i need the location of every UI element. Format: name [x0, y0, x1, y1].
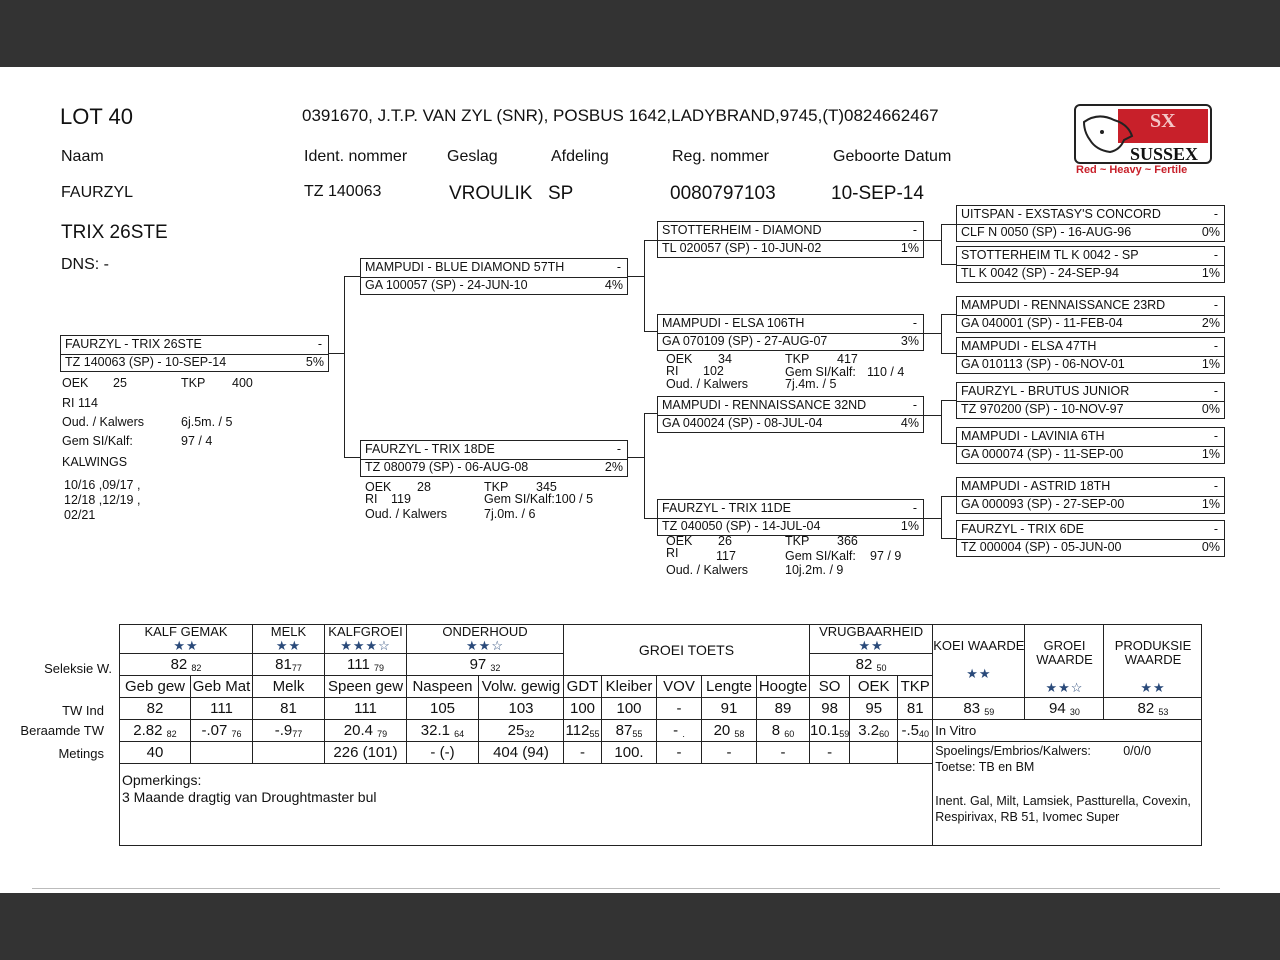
value-naam: FAURZYL [61, 184, 134, 201]
ggp-box-2 [956, 246, 1225, 283]
onderhoud-stars: ★★☆ [466, 638, 504, 653]
twind-cell: 111 [191, 698, 253, 720]
grandparent-1-pct: 1% [900, 241, 919, 255]
twind-cell: 82 [120, 698, 191, 720]
animal-name: TRIX 26STE [61, 222, 168, 243]
ggp-1-reg: CLF N 0050 (SP) - 16-AUG-96 [961, 225, 1132, 239]
ggp-6-pct: 1% [1201, 447, 1220, 461]
koei-waarde-header: KOEI WAARDE ★★ [933, 625, 1025, 698]
twind-cell: 95 [850, 698, 898, 720]
grandparent-3-reg: GA 040024 (SP) - 08-JUL-04 [662, 416, 823, 430]
beraamde-cell: -.07 $_{76}$ [191, 720, 253, 742]
sire-name: MAMPUDI - BLUE DIAMOND 57TH [365, 260, 565, 274]
sire-reg: GA 100057 (SP) - 24-JUN-10 [365, 278, 528, 292]
gp2-tkp-value: 417 [837, 352, 858, 366]
ggp-8-reg: TZ 000004 (SP) - 05-JUN-00 [961, 540, 1122, 554]
beraamde-row [120, 720, 1202, 742]
label-naam: Naam [61, 148, 104, 165]
logo-mark: SX [1150, 110, 1176, 132]
metings-cell [850, 742, 898, 764]
ggp-4-reg: GA 010113 (SP) - 06-NOV-01 [961, 357, 1125, 371]
twind-cell: 89 [757, 698, 810, 720]
ggp-6-reg: GA 000074 (SP) - 11-SEP-00 [961, 447, 1124, 461]
gp4-oud-value: 10j.2m. / 9 [785, 563, 844, 577]
beraamde-cell: - $_.$ [657, 720, 702, 742]
subject-oud-value: 6j.5m. / 5 [181, 415, 233, 429]
gp2-ri-label: RI [666, 364, 679, 378]
dam-box [360, 440, 628, 477]
logo-tagline: Red ~ Heavy ~ Fertile [1076, 164, 1188, 176]
gp2-ri-value: 102 [703, 364, 724, 378]
dam-tkp-value: 345 [536, 480, 557, 494]
twind-cell: 100 [602, 698, 657, 720]
label-geslag: Geslag [447, 148, 498, 165]
opmerkings-label: Opmerkings: [122, 772, 202, 788]
grandparent-3-name: MAMPUDI - RENNAISSANCE 32ND [662, 398, 867, 412]
beraamde-cell: $3.2_{60}$ [850, 720, 898, 742]
subject-ri: RI 114 [62, 396, 98, 410]
value-geboorte: 10-SEP-14 [831, 183, 924, 204]
beraamde-cell: $-.9_{77}$ [253, 720, 325, 742]
groei-waarde-value: 94 $_{30}$ [1025, 698, 1104, 720]
grandparent-4-reg: TZ 040050 (SP) - 14-JUL-04 [662, 519, 821, 533]
gp2-oud-value: 7j.4m. / 5 [785, 377, 837, 391]
beraamde-cell: $-.5_{40}$ [898, 720, 933, 742]
metings-cell: - [810, 742, 850, 764]
col-hoogte: Hoogte [757, 676, 810, 698]
twind-cell: 98 [810, 698, 850, 720]
in-vitro: In Vitro [933, 720, 1202, 742]
subject-oek-label: OEK [62, 376, 89, 390]
subject-dash: - [317, 337, 322, 351]
gp4-tkp-label: TKP [785, 534, 810, 548]
beraamde-cell: 20 $_{58}$ [702, 720, 757, 742]
top-bar [0, 0, 1280, 67]
ggp-7-dash: - [1213, 479, 1218, 493]
ggp-2-name: STOTTERHEIM TL K 0042 - SP [961, 248, 1139, 262]
group-onderhoud: ONDERHOUD ★★☆ [407, 625, 564, 654]
col-gdt: GDT [564, 676, 602, 698]
subject-reg: TZ 140063 (SP) - 10-SEP-14 [65, 355, 227, 369]
ggp-5-name: FAURZYL - BRUTUS JUNIOR [961, 384, 1130, 398]
produksie-waarde-value: 82 $_{53}$ [1104, 698, 1202, 720]
ggp-7-pct: 1% [1201, 497, 1220, 511]
row-label-metings: Metings [58, 746, 104, 761]
groei-waarde-header: GROEI WAARDE ★★☆ [1025, 625, 1104, 698]
dam-name: FAURZYL - TRIX 18DE [365, 442, 495, 456]
dam-reg: TZ 080079 (SP) - 06-AUG-08 [365, 460, 529, 474]
col-naspeen: Naspeen [407, 676, 479, 698]
col-melk: Melk [253, 676, 325, 698]
twind-cell: 105 [407, 698, 479, 720]
dam-oek-label: OEK [365, 480, 392, 494]
kalwings-dates-1: 10/16 ,09/17 , [64, 478, 141, 492]
grandparent-1-dash: - [912, 223, 917, 237]
metings-cell [898, 742, 933, 764]
twind-cell: 103 [479, 698, 564, 720]
beraamde-cell: 2.82 $_{82}$ [120, 720, 191, 742]
grandparent-2-reg: GA 070109 (SP) - 27-AUG-07 [662, 334, 828, 348]
subject-name: FAURZYL - TRIX 26STE [65, 337, 202, 351]
beraamde-cell: 8 $_{60}$ [757, 720, 810, 742]
group-melk: MELK ★★ [253, 625, 325, 654]
subject-oek-value: 25 [113, 376, 127, 390]
melk-stars: ★★ [275, 638, 302, 653]
col-vov: VOV [657, 676, 702, 698]
value-reg: 0080797103 [670, 183, 776, 204]
subject-tkp-value: 400 [232, 376, 253, 390]
dam-oud-value: 7j.0m. / 6 [484, 507, 536, 521]
value-geslag: VROULIK [449, 183, 533, 204]
ggp-box-7 [956, 477, 1225, 514]
vrugbaarheid-stars: ★★ [858, 638, 884, 653]
col-geb-gew: Geb gew [120, 676, 191, 698]
ggp-7-reg: GA 000093 (SP) - 27-SEP-00 [961, 497, 1125, 511]
dam-oek-value: 28 [417, 480, 431, 494]
koei-waarde-value: 83 $_{59}$ [933, 698, 1025, 720]
col-lengte: Lengte [702, 676, 757, 698]
logo-word: SUSSEX [1130, 144, 1199, 164]
sire-pct: 4% [604, 278, 623, 292]
grandparent-box-3 [657, 396, 924, 433]
dam-tkp-label: TKP [484, 480, 509, 494]
ggp-5-pct: 0% [1201, 402, 1220, 416]
kalfgroei-stars: ★★★☆ [340, 638, 391, 653]
lot-number: LOT 40 [60, 104, 133, 129]
gp4-tkp-value: 366 [837, 534, 858, 548]
ggp-box-3 [956, 296, 1225, 333]
ggp-8-dash: - [1213, 522, 1218, 536]
dam-oud-label: Oud. / Kalwers [365, 507, 447, 521]
ggp-4-dash: - [1213, 339, 1218, 353]
ggp-2-dash: - [1213, 248, 1218, 262]
subject-gem-value: 97 / 4 [181, 434, 213, 448]
ggp-4-name: MAMPUDI - ELSA 47TH [961, 339, 1097, 353]
ggp-box-8 [956, 520, 1225, 557]
col-kleiber: Kleiber [602, 676, 657, 698]
dns: DNS: - [61, 256, 109, 273]
grandparent-box-4 [657, 499, 924, 536]
breeding-values-table [119, 624, 1202, 846]
twind-cell: 81 [898, 698, 933, 720]
col-tkp: TKP [898, 676, 933, 698]
beraamde-cell: 20.4 $_{79}$ [325, 720, 407, 742]
ggp-6-name: MAMPUDI - LAVINIA 6TH [961, 429, 1105, 443]
row-label-beraamde: Beraamde TW [20, 723, 104, 738]
gp4-oek-label: OEK [666, 534, 693, 548]
subject-gem-label: Gem SI/Kalf: [62, 434, 133, 448]
fertility-notes [933, 742, 1202, 846]
col-geb-mat: Geb Mat [191, 676, 253, 698]
seleksie-kalf: 82 $_{82}$ [120, 654, 253, 676]
metings-cell: 226 (101) [325, 742, 407, 764]
group-groei-toets: GROEI TOETS [564, 625, 810, 676]
grandparent-3-pct: 4% [900, 416, 919, 430]
metings-cell: 40 [120, 742, 191, 764]
ggp-1-name: UITSPAN - EXSTASY'S CONCORD [961, 207, 1161, 221]
metings-cell: - [564, 742, 602, 764]
gp4-ri-value: 117 [716, 549, 736, 563]
ggp-3-pct: 2% [1201, 316, 1220, 330]
metings-cell: - (-) [407, 742, 479, 764]
seleksie-onderhoud: 97 $_{32}$ [407, 654, 564, 676]
gp2-oek-value: 34 [718, 352, 732, 366]
ggp-5-dash: - [1213, 384, 1218, 398]
grandparent-box-2 [657, 314, 924, 351]
grandparent-4-name: FAURZYL - TRIX 11DE [662, 501, 791, 515]
ggp-3-dash: - [1213, 298, 1218, 312]
dam-dash: - [616, 442, 621, 456]
grandparent-2-pct: 3% [900, 334, 919, 348]
label-geboorte: Geboorte Datum [833, 148, 952, 165]
ggp-1-dash: - [1213, 207, 1218, 221]
dam-pct: 2% [604, 460, 623, 474]
group-kalfgroei: KALFGROEI ★★★☆ [325, 625, 407, 654]
divider [32, 888, 1220, 889]
twind-row [120, 698, 1202, 720]
beraamde-cell: $10.1_{59}$ [810, 720, 850, 742]
ggp-2-pct: 1% [1201, 266, 1220, 280]
ggp-box-5 [956, 382, 1225, 419]
ggp-5-reg: TZ 970200 (SP) - 10-NOV-97 [961, 402, 1124, 416]
owner-info: 0391670, J.T.P. VAN ZYL (SNR), POSBUS 1642,LADYBRAND,9745,(T)0824662467 [302, 106, 939, 125]
gp4-gem-value: 97 / 9 [870, 549, 902, 563]
gp4-oud-label: Oud. / Kalwers [666, 563, 748, 577]
label-reg: Reg. nommer [672, 148, 769, 165]
grandparent-4-dash: - [912, 501, 917, 515]
produksie-stars: ★★ [1140, 680, 1166, 695]
metings-cell: - [702, 742, 757, 764]
group-vrugbaarheid: VRUGBAARHEID ★★ [810, 625, 933, 654]
gp2-oud-label: Oud. / Kalwers [666, 377, 748, 391]
ggp-2-reg: TL K 0042 (SP) - 24-SEP-94 [961, 266, 1119, 280]
twind-cell: 111 [325, 698, 407, 720]
col-oek: OEK [850, 676, 898, 698]
col-so: SO [810, 676, 850, 698]
groei-stars: ★★☆ [1045, 680, 1084, 695]
ggp-box-4 [956, 337, 1225, 374]
grandparent-1-name: STOTTERHEIM - DIAMOND [662, 223, 822, 237]
value-afdeling: SP [548, 183, 574, 204]
subject-oud-label: Oud. / Kalwers [62, 415, 144, 429]
dam-ri-value: 119 [391, 492, 411, 506]
kalwings-label: KALWINGS [62, 455, 128, 469]
grandparent-4-pct: 1% [900, 519, 919, 533]
gp2-tkp-label: TKP [785, 352, 810, 366]
seleksie-melk: $81_{77}$ [253, 654, 325, 676]
metings-row [120, 742, 1202, 764]
row-label-seleksie: Seleksie W. [44, 661, 112, 676]
bottom-bar [0, 893, 1280, 960]
twind-cell: 100 [564, 698, 602, 720]
opmerkings [120, 764, 933, 846]
grandparent-2-dash: - [912, 316, 917, 330]
twind-cell: 81 [253, 698, 325, 720]
group-kalf-gemak: KALF GEMAK ★★ [120, 625, 253, 654]
seleksie-kalfgroei: 111 $_{79}$ [325, 654, 407, 676]
beraamde-cell: $25_{32}$ [479, 720, 564, 742]
subject-tkp-label: TKP [181, 376, 206, 390]
spoelings-label: Spoelings/Embrios/Kalwers: [935, 744, 1091, 758]
ggp-6-dash: - [1213, 429, 1218, 443]
ggp-7-name: MAMPUDI - ASTRID 18TH [961, 479, 1111, 493]
ggp-3-name: MAMPUDI - RENNAISSANCE 23RD [961, 298, 1166, 312]
beraamde-cell: $112_{55}$ [564, 720, 602, 742]
spoelings-value: 0/0/0 [1123, 744, 1152, 758]
toetse: Toetse: TB en BM [935, 760, 1035, 774]
seleksie-vrug: 82 $_{50}$ [810, 654, 933, 676]
metings-cell [253, 742, 325, 764]
ggp-1-pct: 0% [1201, 225, 1220, 239]
row-label-twind: TW Ind [62, 703, 104, 718]
ggp-4-pct: 1% [1201, 357, 1220, 371]
gp4-ri-label: RI [666, 546, 679, 560]
gp2-gem-label: Gem SI/Kalf: [785, 365, 856, 379]
col-volw-gewig: Volw. gewig [479, 676, 564, 698]
beraamde-cell: $87_{55}$ [602, 720, 657, 742]
grandparent-2-name: MAMPUDI - ELSA 106TH [662, 316, 805, 330]
kalwings-dates-2: 12/18 ,12/19 , [64, 493, 141, 507]
metings-cell: 404 (94) [479, 742, 564, 764]
sire-box [360, 258, 628, 295]
koei-stars: ★★ [966, 666, 992, 681]
produksie-waarde-header: PRODUKSIE WAARDE ★★ [1104, 625, 1202, 698]
metings-cell [191, 742, 253, 764]
dam-ri-label: RI [365, 492, 378, 506]
inent: Inent. Gal, Milt, Lamsiek, Pastturella, Covexin, Respirivax, RB 51, Ivomec Super [935, 794, 1191, 824]
col-speen-gew: Speen gew [325, 676, 407, 698]
sussex-logo [1074, 104, 1212, 164]
opmerkings-text: 3 Maande dragtig van Droughtmaster bul [122, 789, 377, 805]
metings-cell: - [757, 742, 810, 764]
kalwings-dates-3: 02/21 [64, 508, 96, 522]
twind-cell: 91 [702, 698, 757, 720]
ggp-box-1 [956, 205, 1225, 242]
gp2-gem-value: 110 / 4 [867, 365, 905, 379]
ggp-8-name: FAURZYL - TRIX 6DE [961, 522, 1084, 536]
sire-dash: - [616, 260, 621, 274]
ggp-3-reg: GA 040001 (SP) - 11-FEB-04 [961, 316, 1123, 330]
label-ident: Ident. nommer [304, 148, 408, 165]
subject-pct: 5% [305, 355, 324, 369]
ggp-box-6 [956, 427, 1225, 464]
value-ident: TZ 140063 [304, 183, 382, 200]
ggp-8-pct: 0% [1201, 540, 1220, 554]
metings-cell: - [657, 742, 702, 764]
subject-box [60, 335, 329, 372]
metings-cell: 100. [602, 742, 657, 764]
label-afdeling: Afdeling [551, 148, 609, 165]
gp2-oek-label: OEK [666, 352, 693, 366]
grandparent-box-1 [657, 221, 924, 258]
beraamde-cell: 32.1 $_{64}$ [407, 720, 479, 742]
grandparent-1-reg: TL 020057 (SP) - 10-JUN-02 [662, 241, 822, 255]
gp4-oek-value: 26 [718, 534, 732, 548]
grandparent-3-dash: - [912, 398, 917, 412]
dam-gem: Gem SI/Kalf:100 / 5 [484, 492, 594, 506]
twind-cell: - [657, 698, 702, 720]
gp4-gem-label: Gem SI/Kalf: [785, 549, 856, 563]
kalf-gemak-stars: ★★ [173, 638, 199, 653]
